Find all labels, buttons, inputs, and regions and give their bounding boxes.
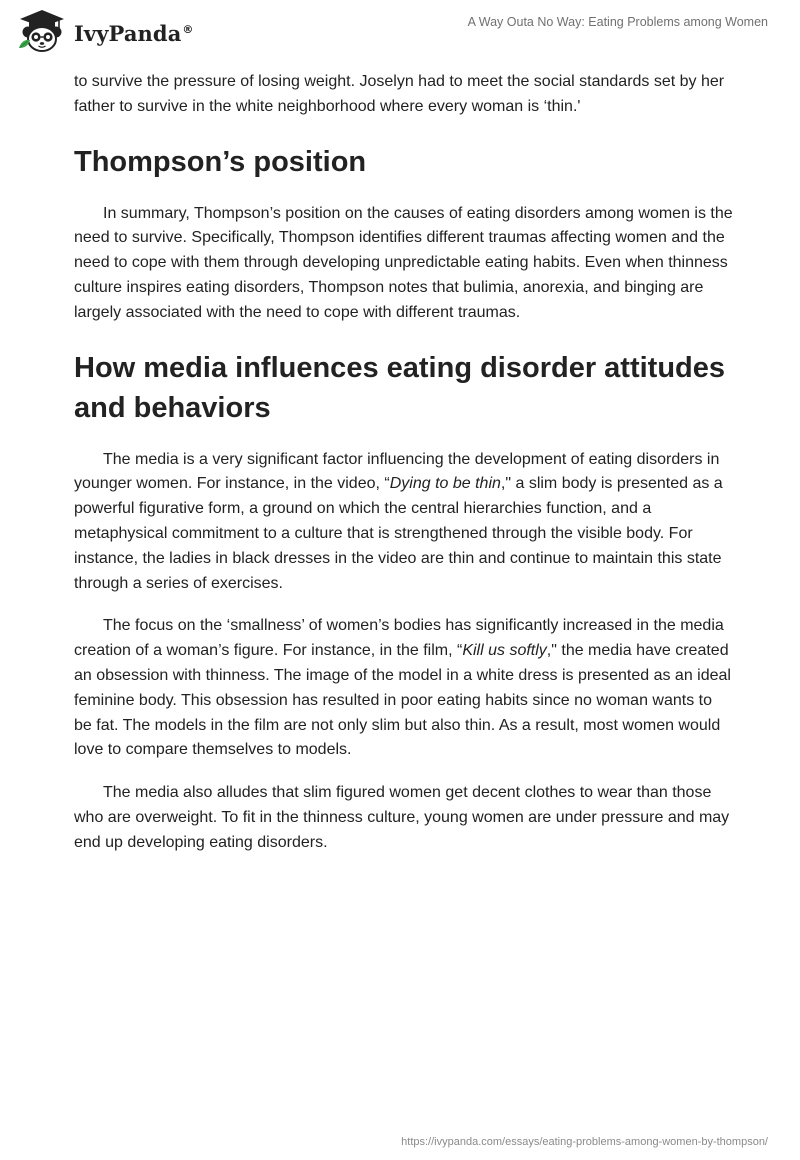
ivypanda-logo[interactable] [16,8,194,54]
source-url[interactable]: https://ivypanda.com/essays/eating-problems-among-women-by-thompson/ [401,1136,768,1148]
article-body [74,70,734,874]
paragraph-media-2: The focus on the ‘smallness’ of women’s bodies has significantly increased in the media creation of a woman’s figure. For instance, in the film, “Kill us softly," the media have created an obsession with thinness. The image of the model in a white dress is presented as an ideal feminine body. This obsession has resulted in poor eating habits since no woman wants to be fat. The models in the film are not only slim but also thin. As a result, most women would love to compare themselves to models. [74,617,731,759]
section-heading-thompson-position: Thompson’s position [74,145,367,178]
intro-paragraph: to survive the pressure of losing weight. Joselyn had to meet the social standards set by her father to survive in the white neighborhood where every woman is ‘thin.' [74,73,725,115]
document-title: A Way Outa No Way: Eating Problems among Women [467,15,768,29]
logo-wordmark: IvyPanda® [74,20,194,46]
panda-graduate-icon [16,8,68,54]
paragraph-thompson-position: In summary, Thompson’s position on the causes of eating disorders among women is the need to survive. Specifically, Thompson identifies different traumas affecting women and the need to cope with them through developing unpredictable eating habits. Even when thinness culture inspires eating disorders, Thompson notes that bulimia, anorexia, and binging are largely associated with the need to cope with different traumas. [74,204,733,321]
paragraph-media-1: The media is a very significant factor influencing the development of eating disorders in younger women. For instance, in the video, “Dying to be thin," a slim body is presented as a powerful figurative form, a ground on which the central hierarchies function, and a metaphysical commitment to a culture that is strengthened through the visible body. For instance, the ladies in black dresses in the video are thin and continue to maintain this state through a series of exercises. [74,450,723,592]
section-heading-media-influence: How media influences eating disorder attitudes and behaviors [74,351,726,424]
paragraph-media-3: The media also alludes that slim figured women get decent clothes to wear than those who are overweight. To fit in the thinness culture, young women are under pressure and may end up developing eating disorders. [74,784,730,851]
film-title-dying-to-be-thin: Dying to be thin [389,475,501,493]
film-title-kill-us-softly: Kill us softly [462,642,547,660]
page-header [0,0,800,70]
